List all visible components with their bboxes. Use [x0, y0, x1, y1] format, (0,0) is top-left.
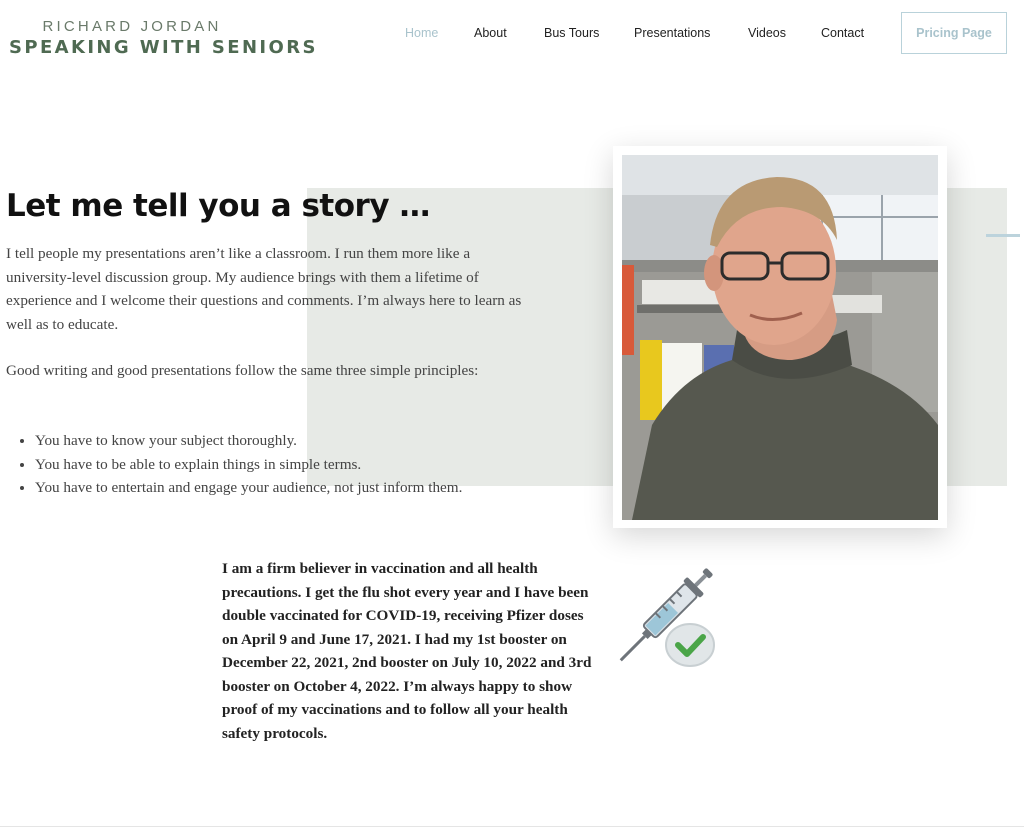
nav-home[interactable]: Home [405, 26, 439, 40]
accent-line [986, 234, 1020, 237]
vaccination-statement: I am a firm believer in vaccination and all health precautions. I get the flu shot every year and I have been double vaccinated for COVID-19, receiving Pfizer doses on April 9 and June 17, 2021. I had my 1st booster on December 22, 2021, 2nd booster on July 10, 2022 and 3rd booster on October 4, 2022. I’m always happy to show proof of my vaccinations and to follow all your health safety protocols. [222, 560, 592, 742]
logo-tagline: SPEAKING WITH SENIORS [9, 37, 318, 58]
principles-list [35, 429, 595, 500]
nav-presentations[interactable]: Presentations [634, 26, 711, 40]
logo-name: RICHARD JORDAN [42, 18, 222, 35]
photo-frame [613, 146, 947, 528]
site-logo[interactable] [9, 18, 318, 58]
nav-contact[interactable]: Contact [821, 26, 865, 40]
nav-bus-tours[interactable]: Bus Tours [544, 26, 600, 40]
pricing-page-button[interactable]: Pricing Page [901, 12, 1007, 54]
story-paragraph-1: I tell people my presentations aren’t like a classroom. I run them more like a university-level discussion group. My audience brings with them a lifetime of experience and I welcome their questions and comments. I’m always here to learn as well as to educate. [6, 245, 522, 333]
list-item: • You have to know your subject thoroughly. [35, 429, 595, 453]
list-item: • You have to be able to explain things in simple terms. [35, 453, 595, 477]
list-item: • You have to entertain and engage your audience, not just inform them. [35, 476, 595, 500]
syringe-check-icon [606, 555, 726, 675]
story-paragraph-2: Good writing and good presentations follow the same three simple principles: [6, 362, 479, 379]
nav-about[interactable]: About [474, 26, 507, 40]
story-heading: Let me tell you a story … [6, 188, 430, 224]
portrait-photo [622, 155, 938, 520]
nav-videos[interactable]: Videos [748, 26, 786, 40]
footer-divider [0, 826, 1024, 827]
